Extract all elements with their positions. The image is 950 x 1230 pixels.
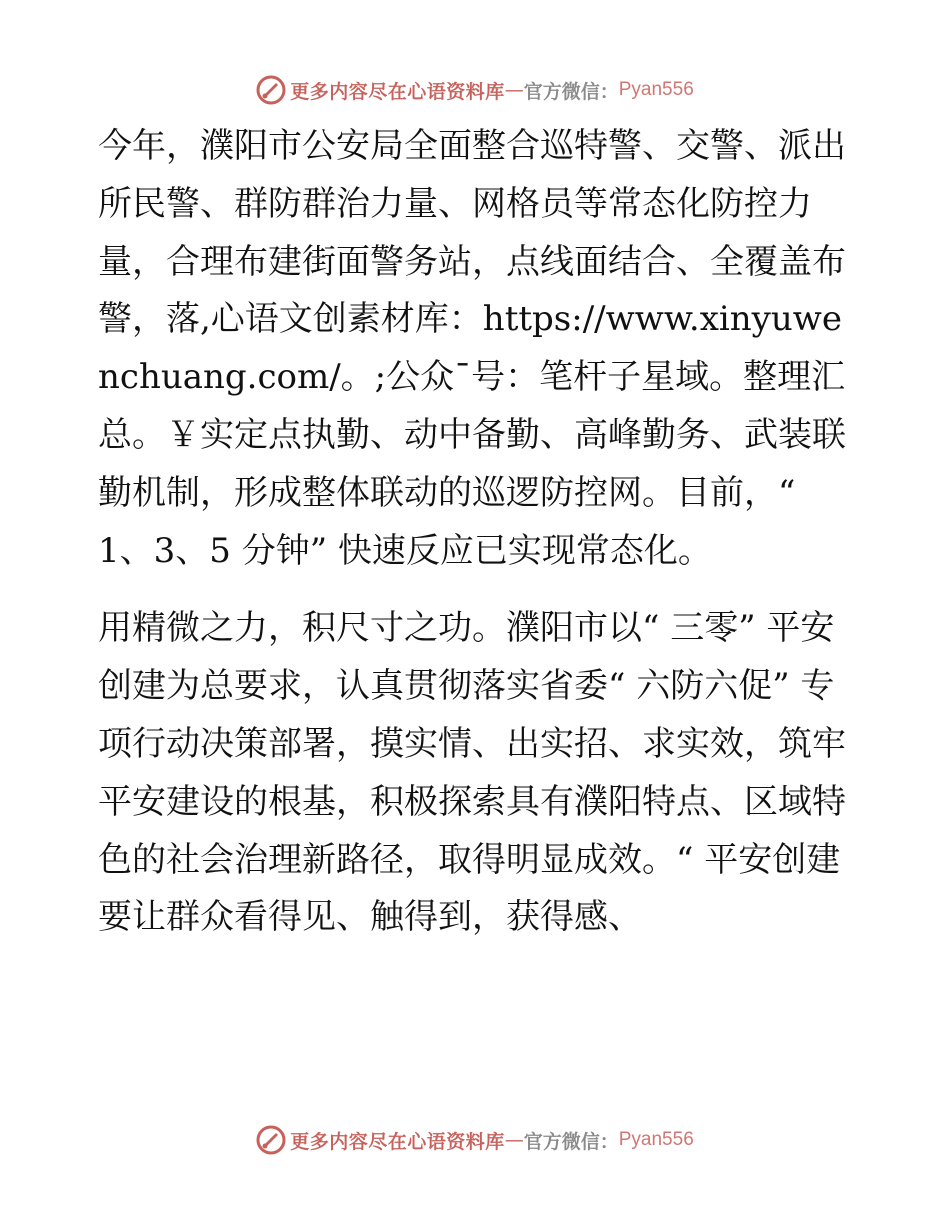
watermark-wechat-id: Pyan556 [618, 1129, 694, 1150]
watermark-wechat-id: Pyan556 [618, 79, 694, 100]
header-watermark [0, 70, 950, 110]
brand-logo-icon [256, 1125, 286, 1155]
paragraph-1: 今年，濮阳市公安局全面整合巡特警、交警、派出所民警、群防群治力量、网格员等常态化防控力量，合理布建街面警务站，点线面结合、全覆盖布警，落,心语文创素材库：https://www.xinyuwenchuang.com/。;公众¯号：笔杆子星域。整理汇总。￥实定点执勤、动中备勤、高峰勤务、武装联勤机制，形成整体联动的巡逻防控网。目前，“ 1、3、5 分钟” 快速反应已实现常态化。 [98, 126, 846, 571]
paragraph-2: 用精微之力，积尺寸之功。濮阳市以“ 三零” 平安创建为总要求，认真贯彻落实省委“ 六防六促” 专项行动决策部署，摸实情、出实招、求实效，筑牢平安建设的根基，积极探索具有濮阳特点、区域特色的社会治理新路径，取得明显成效。“ 平安创建要让群众看得见、触得到，获得感、 [98, 608, 846, 938]
watermark-wechat-label: 官方微信： [523, 80, 619, 103]
watermark-dash: — [504, 79, 524, 101]
document-body [98, 118, 858, 967]
watermark-dash: — [504, 1129, 524, 1151]
watermark-text: 更多内容尽在心语资料库 [290, 1130, 505, 1153]
footer-watermark [0, 1120, 950, 1160]
watermark-text: 更多内容尽在心语资料库 [290, 80, 505, 103]
watermark-wechat-label: 官方微信： [523, 1130, 619, 1153]
brand-logo-icon [256, 75, 286, 105]
